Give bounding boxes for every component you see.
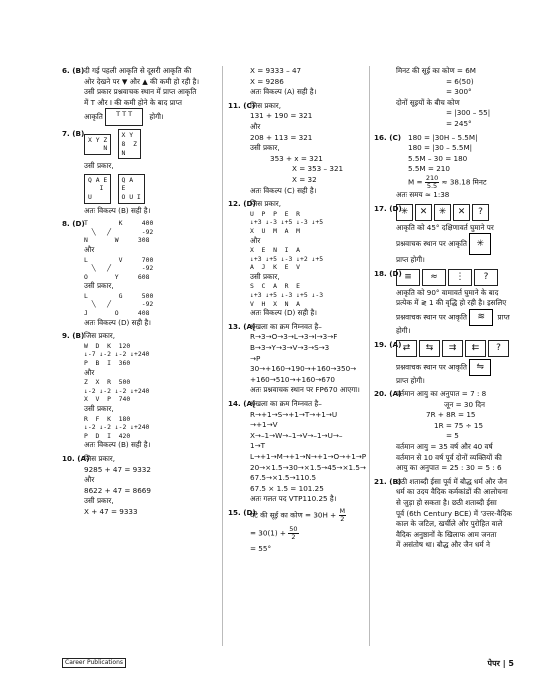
text-line: छठी शताब्दी ईसा पूर्व में बौद्ध धर्म और जैन [396,476,507,486]
figure-box: Q A E O U I [118,174,145,204]
text-line: उसी प्रकार, [84,404,114,413]
text-line: होगी। [149,112,164,122]
answer-line: अतः गलत पद VTP110.25 है। [250,494,337,504]
figure-icon: ⋮ [448,269,472,286]
number: 400 [141,219,154,228]
letter: V [118,255,123,264]
text-line: श्रृंखला का क्रम निम्नवत है– [250,321,322,331]
text-line: उसी प्रकार, [84,281,114,291]
page-label: पेपर [487,659,500,668]
step-row: ↓-2 ↓-2 ↓-2 ↓+240 [84,423,150,432]
equation: X = 9286 [250,76,284,86]
answer-8: 8. (D) T K 400 ╲ ╱ -92 N W 308 और L V 700 ╲ ╱ -92 O Y 608 उसी प्रकार, L G 500 ╲ ╱ -92 J O 408 अतः विकल्प (D) सही है। [62,219,217,328]
text-line: प्रश्नवाचक स्थान पर आकृति [396,239,467,249]
step-row: ↓+3 ↓-3 ↓+5 ↓-3 ↓+5 [250,218,324,227]
letter-row: S C A R E [250,282,301,291]
figure-box: X Y Z N [84,134,111,155]
denominator: 2 [291,532,296,541]
equation: = 5 [446,431,459,441]
column-2 [228,66,366,558]
answer-7 [62,129,217,216]
number: 308 [137,236,150,245]
question-number: 7. (B) [62,129,85,139]
equation: ≈ 38.18 मिनट [441,177,487,187]
denominator: 2 [340,514,345,523]
question-number: 19. (A) [374,339,402,349]
figure-icon: ⇄ [396,340,417,357]
answer-10 [62,454,217,518]
letter: O [114,309,119,318]
step-row: ↓-2 ↓-2 ↓-2 ↓+240 [84,386,150,395]
text-line: और [250,121,261,131]
number: 500 [141,291,154,300]
text-line: जिस प्रकार, [250,100,282,110]
series-line: R→+1→S→+1→T→+1→U [250,409,338,419]
equation: जून = 30 दिन [444,399,486,409]
column-divider-2 [369,66,370,646]
text-line: प्रश्नवाचक स्थान पर आकृति [396,362,467,371]
question-number: 20. (A) [374,389,402,399]
numerator: 50 [289,524,298,533]
text-line: आकृति को 90° वामावर्त घुमाने के बाद [396,287,499,297]
equation: = 55° [250,543,272,553]
letter-row: X V P 740 [84,395,131,404]
answer-16 [374,133,514,201]
text-line: उसी प्रकार, [250,143,280,153]
text-line: आयु का अनुपात = 25 : 30 = 5 : 6 [396,463,502,473]
question-number: 12. (D) [228,199,256,209]
question-number: 6. (B) [62,66,85,75]
equation: 7R + 8R = 15 [426,410,476,420]
text-line: जिस प्रकार, [84,331,116,341]
text-line: से जुड़ा हो सकता है। छठी शताब्दी ईसा [396,498,497,508]
series-line: 20→×1.5→30→×1.5→45→×1.5→ [250,462,366,472]
series-line: X→–1→W→–1→V→–1→U→– [250,430,343,440]
figure-icon: ⇆ [419,340,440,357]
answer-6 [62,66,217,126]
letter-row: Z X R 500 [84,378,131,387]
question-mark-icon: ? [488,340,509,357]
answer-13 [228,322,366,396]
text-line: उसी प्रकार, [84,496,114,506]
series-line: 1→T [250,441,265,451]
answer-line: अतः प्रश्नवाचक स्थान पर FP670 आएगा। [250,385,360,395]
answer-figure-icon: ≋ [469,309,493,326]
answer-line: अतः विकल्प (B) सही है। [84,205,151,215]
letter-row: X E N I A [250,246,301,255]
text-line: जिस प्रकार, [250,199,282,209]
equation: 353 + x = 321 [270,153,323,163]
answer-20 [374,389,514,474]
text-line: प्रश्नवाचक स्थान पर आकृति [396,312,467,322]
question-number: 16. (C) [374,132,402,142]
number: -92 [141,300,154,309]
letter: L [84,255,88,264]
figure-icon: ✳ [434,204,451,221]
question-number: 18. (D) [374,268,402,278]
answer-19 [374,340,514,387]
answer-15-continued [374,66,514,130]
equation: 131 + 190 = 321 [250,111,313,121]
answer-line: अतः समय ≈ 1:38 [396,189,450,199]
text-line: प्रत्येक में ≷ 1 की वृद्धि हो रही है। इसलिए [396,298,507,308]
fraction [288,526,298,541]
number: 700 [141,255,154,264]
text-line: वर्तमान आयु का अनुपात = 7 : 8 [396,389,487,399]
fraction [339,508,347,523]
column-divider-1 [222,66,223,646]
equation: 180 = |30H – 5.5M| [408,132,478,142]
series-line: +160→510→+160→670 [250,374,335,384]
answer-17 [374,204,514,266]
letter-row: U P P E R [250,209,301,218]
question-number: 13. (A) [228,321,256,331]
equation: X = 9333 – 47 [250,66,302,75]
answer-line: अतः विकल्प (D) सही है। [84,317,151,327]
step-row: ↓-7 ↓-2 ↓-2 ↓+240 [84,350,150,359]
answer-10-continued [228,66,366,98]
text-line: आकृति [84,112,103,122]
figure-icon: ≈ [422,269,446,286]
letter-row: V H X N A [250,299,301,308]
series-line: B→3→Y→3→V→3→S→3 [250,343,330,353]
text-line: काल के जटिल, खर्चीले और पुरोहित वाले [396,519,503,529]
text-line: उसी प्रकार, [84,161,114,171]
question-number: 10. (A) [62,453,90,463]
letter-row: A J K E V [250,263,301,272]
letter-row: P D I 420 [84,431,131,440]
equation: 208 + 113 = 321 [250,132,313,142]
answer-line: अतः विकल्प (A) सही है। [250,87,317,97]
text-line: होगी। [396,325,411,335]
answer-12 [228,199,366,319]
answer-15 [228,508,366,555]
equation: = |300 – 55| [446,108,491,118]
answer-figure-icon: ✳ [469,233,491,255]
figure-icon: ✕ [415,204,432,221]
text-line: उसी प्रकार प्रश्नवाचक स्थान में प्राप्त आकृति [84,87,197,97]
question-number: 21. (B) [374,476,402,486]
text-line: आकृति को 45° दक्षिणावर्त घुमाने पर [396,222,494,232]
text-line: प्राप्त [497,312,510,322]
equation: = 245° [446,118,472,128]
text-line: जिस प्रकार, [84,453,116,463]
step-row: ↓+3 ↓+5 ↓-3 ↓+2 ↓+5 [250,254,324,263]
series-line: 67.5→×1.5→110.5 [250,473,317,483]
letter-row: W D K 120 [84,341,131,350]
step-row: ↓+3 ↓+5 ↓-3 ↓+5 ↓-3 [250,291,324,300]
number: 608 [137,272,150,281]
text-line: में असंतोष था। बौद्ध और जैन धर्म ने [396,540,490,550]
figure-text: T T T [116,110,133,119]
numerator: M [339,506,346,515]
text-line: ओर देखने पर ▼ और ▲ की कमी हो रही है। [84,76,200,86]
text-line: वैदिक अनुष्ठानों के खिलाफ आम जनता [396,529,497,539]
equation: 1R = 75 ÷ 15 [434,420,484,430]
equation: X + 47 = 9333 [84,506,138,516]
question-number: 14. (A) [228,399,256,408]
letter: Y [114,272,119,281]
equation: 5.5M – 30 = 180 [408,153,468,163]
answer-line: अतः विकल्प (B) सही है। [84,440,151,450]
question-number: 11. (C) [228,100,256,110]
text-line: श्रृंखला का क्रम निम्नवत है– [250,399,322,408]
figure-box: X Y 8 Z N [118,129,141,159]
answer-18 [374,269,514,337]
text-line: प्राप्त होगी। [396,255,425,265]
equation: M = [408,177,423,187]
numerator: 210 [425,173,439,182]
fraction [425,175,439,190]
letter: O [84,272,88,281]
letter-row: P B I 360 [84,359,131,368]
answer-figure-icon: ⇋ [469,359,491,376]
number: -92 [141,264,154,273]
page-number-value: 5 [508,659,514,668]
number: 408 [137,309,150,318]
equation: X = 353 – 321 [292,164,344,174]
figure-icon: ⇇ [465,340,486,357]
number: -92 [141,227,154,236]
series-line: 30→+160→190→+160→350→ [250,364,357,374]
figure-icon: ✳ [396,204,413,221]
letter: T [84,219,88,228]
figure-icon: ✕ [453,204,470,221]
text-line: और [84,367,95,377]
equation: मिनट की सूई का कोण = 6M [396,66,477,75]
equation: 8622 + 47 = 8669 [84,485,151,495]
text-line: में T और I की कमी होने के बाद प्राप्त [84,97,182,107]
letter: L [84,291,88,300]
question-number: 8. (D) [62,219,85,229]
equation: 9285 + 47 = 9332 [84,464,151,474]
page-footer [62,658,514,668]
text-line: उसी प्रकार, [250,271,280,281]
answer-9 [62,331,217,451]
publisher-logo: Career Publications [62,658,126,668]
letter: J [84,309,88,318]
text-line: और [250,235,261,245]
letter-row: X U M A M [250,226,301,235]
figure-icon: ≡ [396,269,420,286]
text-line: और [84,475,95,485]
series-line: →+1→V [250,420,278,430]
figure-box: Q A E I U [84,174,111,204]
figure-icon: ⇉ [442,340,463,357]
series-line: 67.5 × 1.5 = 101.25 [250,483,324,493]
question-mark-icon: ? [474,269,498,286]
equation: X = 32 [292,174,317,184]
column-3 [374,66,514,554]
question-number: 15. (D) [228,507,256,517]
question-number: 9. (B) [62,331,85,341]
letter: K [118,219,123,228]
series-line: →P [250,353,261,363]
equation: = 6(50) [446,76,474,86]
equation: = 300° [446,87,472,97]
equation: 5.5M = 210 [408,164,450,174]
text-line: दी गई पहली आकृति से दूसरी आकृति की [84,66,192,75]
answer-line: अतः विकल्प (D) सही है। [250,308,317,318]
text-line: वर्तमान से 10 वर्ष पूर्व दोनों व्यक्तियों की [396,452,502,462]
series-line: R→3→O→3→L→3→I→3→F [250,332,338,342]
denominator: 5.5 [426,181,438,190]
text-line: दोनों सूइयों के बीच कोण [396,97,460,107]
answer-line: अतः विकल्प (C) सही है। [250,185,317,195]
question-mark-icon: ? [472,204,489,221]
page-number: पेपर | 5 [487,659,514,668]
letter: N [84,236,88,245]
answer-11 [228,101,366,196]
answer-21 [374,477,514,551]
text-line: धर्म का उदय वैदिक कर्मकांडों की आलोचना [396,487,508,497]
column-1 [62,66,217,521]
text-line: पूर्व (6th Century BCE) में 'उत्तर-वैदिक [396,508,512,518]
text-line: और [84,244,95,254]
letter: G [118,291,123,300]
question-number: 17. (D) [374,203,402,213]
figure-box [105,108,143,126]
answer-14 [228,399,366,505]
letter: W [114,236,119,245]
equation: = 30(1) + [250,528,286,538]
series-line: L→+1→M→+1→N→+1→O→+1→P [250,451,367,461]
letter-row: R F K 180 [84,414,131,423]
text-line: वर्तमान आयु = 35 वर्ष और 40 वर्ष [396,442,493,452]
text-line: प्राप्त होगी। [396,375,425,385]
equation: 180 = |30 – 5.5M| [408,143,473,153]
equation: घंटे की सूई का कोण = 30H + [250,510,337,520]
